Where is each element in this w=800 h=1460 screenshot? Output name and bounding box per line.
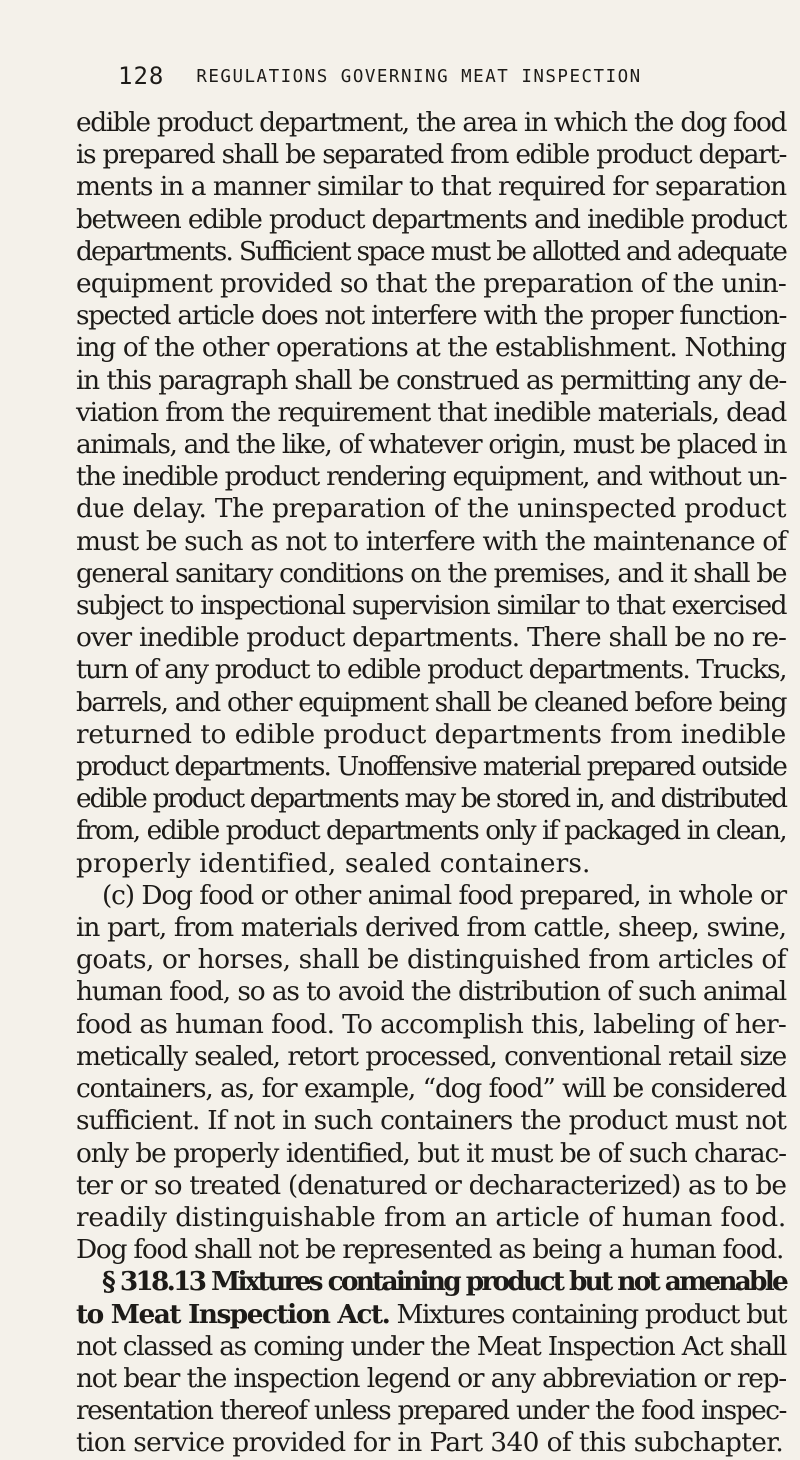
text-line: metically sealed, retort processed, conventional retail size — [76, 1040, 786, 1072]
text-line: not bear the inspection legend or any abbreviation or rep- — [76, 1362, 786, 1394]
text-line: spected article does not interfere with the proper function- — [76, 300, 786, 332]
text-line: not classed as coming under the Meat Inspection Act shall — [76, 1330, 786, 1362]
text-line: goats, or horses, shall be distinguished from articles of — [76, 944, 786, 976]
section-text-start: Mixtures containing product but — [389, 1298, 786, 1330]
section-heading-continued — [76, 1299, 786, 1331]
text-line: turn of any product to edible product departments. Trucks, — [76, 654, 786, 686]
text-line: product departments. Unoffensive material prepared outside — [76, 751, 786, 783]
text-line: sufficient. If not in such containers the product must not — [76, 1105, 786, 1137]
text-line: ments in a manner similar to that required for separation — [76, 171, 786, 203]
text-line: subject to inspectional supervision similar to that exercised — [76, 590, 786, 622]
page-number: 128 — [118, 62, 165, 90]
text-line: (c) Dog food or other animal food prepared, in whole or — [102, 879, 786, 911]
text-line: returned to edible product departments from inedible — [76, 718, 786, 750]
text-line: food as human food. To accomplish this, labeling of her- — [76, 1008, 786, 1040]
text-line: ter or so treated (denatured or decharacterized) as to be — [76, 1169, 786, 1201]
text-line: departments. Sufficient space must be allotted and adequate — [76, 235, 786, 267]
text-line: edible product departments may be stored in, and distributed — [76, 783, 786, 815]
section-heading: § 318.13 Mixtures containing product but not amenable — [102, 1266, 786, 1298]
text-line: properly identified, sealed containers. — [76, 847, 591, 879]
text-line: containers, as, for example, “dog food” will be considered — [76, 1073, 786, 1105]
section-318-13 — [76, 1266, 786, 1459]
text-line: edible product department, the area in which the dog food — [76, 107, 786, 138]
text-line: due delay. The preparation of the uninspected product — [76, 493, 786, 525]
body-text — [76, 107, 786, 1460]
text-line: resentation thereof unless prepared under the food inspec- — [76, 1395, 786, 1427]
running-title: REGULATIONS GOVERNING MEAT INSPECTION — [196, 67, 642, 87]
text-line: general sanitary conditions on the premises, and it shall be — [76, 557, 786, 589]
text-line: must be such as not to interfere with the maintenance of — [76, 525, 786, 557]
text-line: tion service provided for in Part 340 of this subchapter. — [76, 1427, 784, 1459]
text-line: Dog food shall not be represented as being a human food. — [76, 1234, 784, 1266]
section-heading-act: to Meat Inspection Act. — [76, 1298, 390, 1330]
text-line: only be properly identified, but it must be of such charac- — [76, 1137, 786, 1169]
text-line: barrels, and other equipment shall be cleaned before being — [76, 686, 786, 718]
text-line: in part, from materials derived from cattle, sheep, swine, — [76, 912, 786, 944]
text-line: viation from the requirement that inedible materials, dead — [76, 396, 786, 428]
text-line: from, edible product departments only if packaged in clean, — [76, 815, 786, 847]
text-line: ing of the other operations at the establishment. Nothing — [76, 332, 786, 364]
text-line: human food, so as to avoid the distribution of such animal — [76, 976, 786, 1008]
text-line: the inedible product rendering equipment, and without un- — [76, 461, 786, 493]
text-line: in this paragraph shall be construed as permitting any de- — [76, 364, 786, 396]
text-line: is prepared shall be separated from edible product depart- — [76, 139, 786, 171]
paragraph-edible-product — [76, 107, 786, 880]
paragraph-dog-food — [76, 880, 786, 1266]
text-line: between edible product departments and inedible product — [76, 203, 786, 235]
running-header — [118, 62, 718, 92]
text-line: equipment provided so that the preparation of the unin- — [76, 268, 786, 300]
text-line: animals, and the like, of whatever origin, must be placed in — [76, 429, 786, 461]
text-line: readily distinguishable from an article of human food. — [76, 1201, 786, 1233]
text-line: over inedible product departments. There shall be no re- — [76, 622, 786, 654]
